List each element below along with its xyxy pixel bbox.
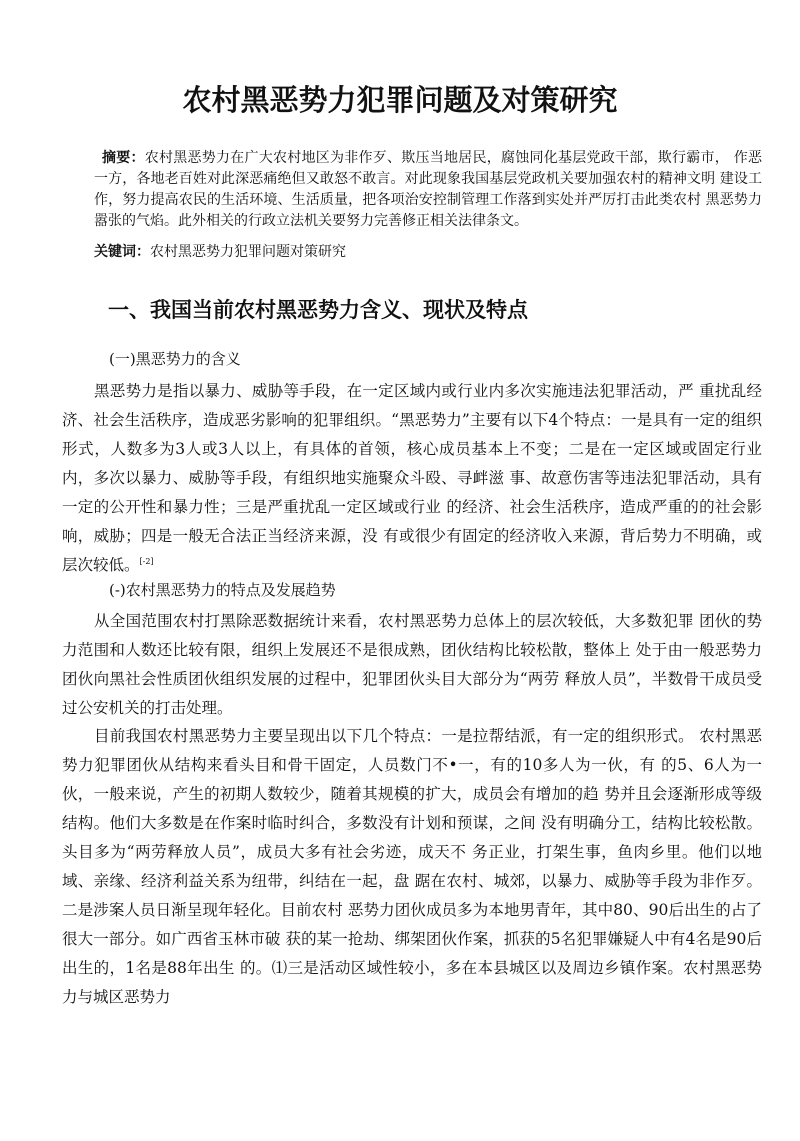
abstract-text: 农村黑恶势力在广大农村地区为非作歹、欺压当地居民，腐蚀同化基层党政干部，欺行霸市， 作恶一方，各地老百姓对此深恶痛绝但又敢怒不敢言。对此现象我国基层党政机关要加强农村的精神文明 建设工作，努力提高农民的生活环境、生活质量，把各项治安控制管理工作落到实处并严厉打击此类农村 黑恶势力嚣张的气焰。此外相关的行政立法机关要努力完善修正相关法律条文。: [94, 150, 763, 229]
body-paragraph: 从全国范围农村打黑除恶数据统计来看，农村黑恶势力总体上的层次较低，大多数犯罪 团伙的势力范围和人数还比较有限，组织上发展还不是很成熟，团伙结构比较松散，整体上 处于由一般恶势力团伙向黑社会性质团伙组织发展的过程中，犯罪团伙头目大部分为“两劳 释放人员”，半数骨干成员受过公安机关的打击处理。: [62, 612, 762, 717]
body-paragraph: 目前我国农村黑恶势力主要呈现出以下几个特点：一是拉帮结派，有一定的组织形式。 农村黑恶势力犯罪团伙从结构来看头目和骨干固定，人员数门不•一，有的10多人为一伙，有 的5、6人为一伙，一般来说，产生的初期人数较少，随着其规模的扩大，成员会有增加的趋 势并且会逐渐形成等级结构。他们大多数是在作案时临时纠合，多数没有计划和预谋，之间 没有明确分工，结构比较松散。头目多为“两劳释放人员”，成员大多有社会劣迹，成天不 务正业，打架生事，鱼肉乡里。他们以地域、亲缘、经济利益关系为纽带，纠结在一起，盘 踞在农村、城郊，以暴力、威胁等手段为非作歹。二是涉案人员日渐呈现年轻化。目前农村 恶势力团伙成员多为本地男青年，其中80、90后出生的占了很大一部分。如广西省玉林市破 获的某一抢劫、绑架团伙作案，抓获的5名犯罪嫌疑人中有4名是90后出生的，1名是88年出生 的。⑴三是活动区域性较小，多在本县城区以及周边乡镇作案。农村黑恶势力与城区恶势力: [62, 727, 762, 1006]
abstract-label: 摘要：: [102, 150, 145, 166]
paragraph-text: 黑恶势力是指以暴力、威胁等手段，在一定区域内或行业内多次实施违法犯罪活动，严 重扰乱经济、社会生活秩序，造成恶劣影响的犯罪组织。“黑恶势力”主要有以下4个特点：一是具有一定的组织形式，人数多为3人或3人以上，有具体的首领，核心成员基本上不变；二是在一定区域或固定行业内，多次以暴力、威胁等手段，有组织地实施聚众斗殴、寻衅滋 事、故意伤害等违法犯罪活动，具有一定的公开性和暴力性；三是严重扰乱一定区域或行业 的经济、社会生活秩序，造成严重的的社会影响，威胁；四是一般无合法正当经济来源，没 有或很少有固定的经济收入来源，背后势力不明确，或层次较低。: [62, 382, 762, 574]
document-title: 农村黑恶势力犯罪问题及对策研究: [182, 83, 618, 117]
keywords-text: 农村黑恶势力犯罪问题对策研究: [150, 244, 346, 260]
abstract-paragraph: [94, 148, 762, 232]
citation-marker: [-2]: [139, 556, 154, 566]
body-paragraph: [62, 377, 762, 580]
section-heading: 一、我国当前农村黑恶势力含义、现状及特点: [108, 298, 528, 322]
keywords-line: [94, 242, 762, 263]
subsection-heading-features: (-)农村黑恶势力的特点及发展趋势: [109, 581, 336, 599]
subsection-heading-definition: (一)黑恶势力的含义: [109, 350, 241, 368]
keywords-label: 关键词：: [94, 244, 150, 260]
